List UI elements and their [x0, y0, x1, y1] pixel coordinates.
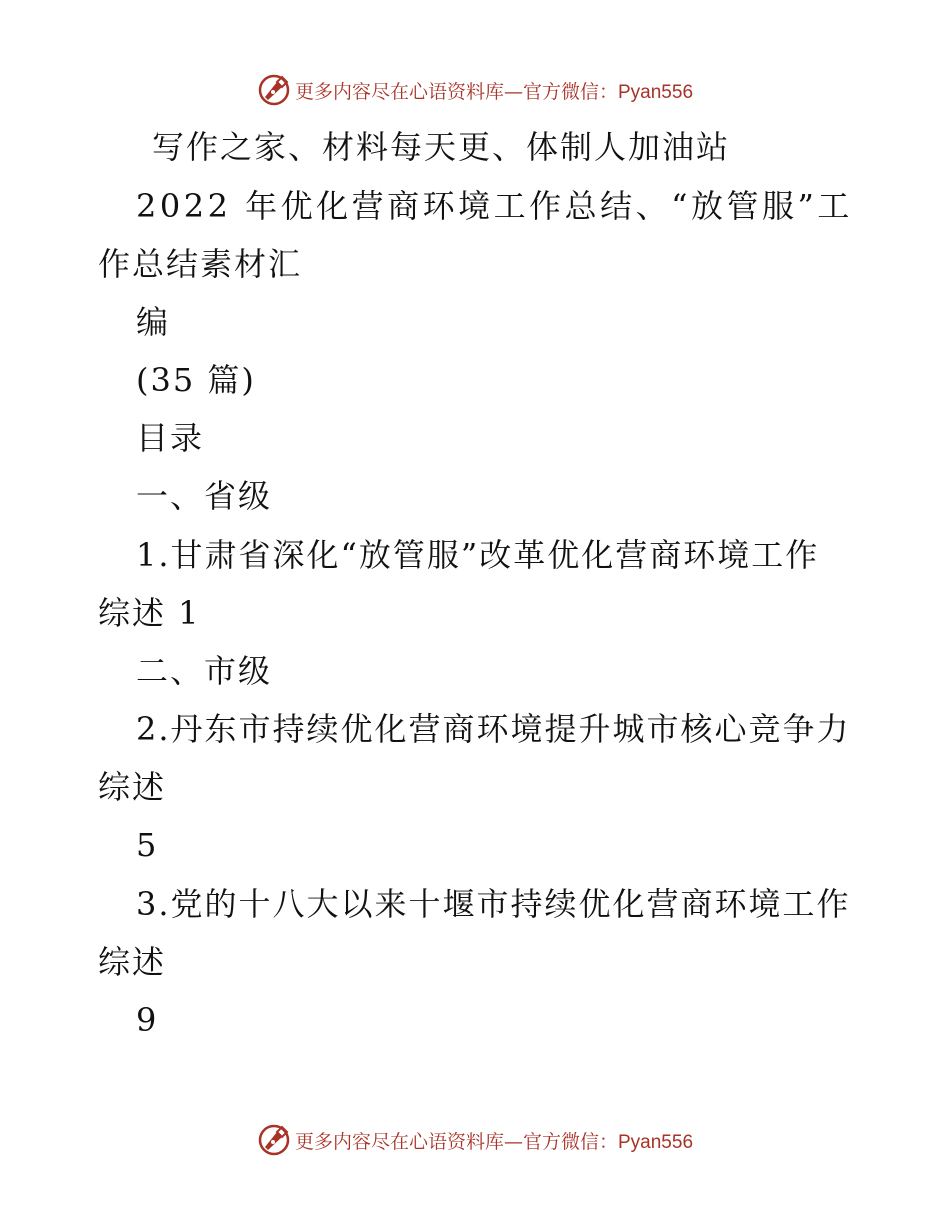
- watermark-right-label: 官方微信：: [522, 80, 618, 103]
- watermark-separator: —: [503, 1130, 523, 1153]
- watermark-wechat-id: Pyan556: [618, 81, 694, 103]
- watermark-right-label: 官方微信：: [522, 1130, 618, 1153]
- watermark-banner-bottom: [0, 1120, 950, 1160]
- toc-item-2-line-2: 综述: [98, 768, 167, 806]
- watermark-left-text: 更多内容尽在心语资料库: [294, 80, 504, 103]
- toc-item-1-line-2: 综述 1: [98, 594, 201, 632]
- toc-item-1-line-1: 1.甘肃省深化“放管服”改革优化营商环境工作: [136, 536, 820, 574]
- toc-item-3-page: 9: [136, 1001, 159, 1039]
- header-line: 写作之家、材料每天更、体制人加油站: [152, 128, 731, 166]
- section-municipal: 二、市级: [136, 652, 273, 690]
- watermark-left-text: 更多内容尽在心语资料库: [294, 1130, 504, 1153]
- title-line-3: 编: [136, 303, 171, 341]
- toc-item-3-line-2: 综述: [98, 943, 167, 981]
- toc-heading: 目录: [136, 419, 205, 457]
- toc-item-2-line-1: 2.丹东市持续优化营商环境提升城市核心竞争力: [136, 710, 851, 748]
- section-provincial: 一、省级: [136, 477, 273, 515]
- article-count: (35 篇): [136, 361, 256, 399]
- title-line-1: 2022 年优化营商环境工作总结、“放管服”工: [136, 187, 853, 225]
- pen-nib-logo-icon: [257, 1123, 291, 1157]
- toc-item-3-line-1: 3.党的十八大以来十堰市持续优化营商环境工作: [136, 885, 851, 923]
- toc-item-2-page: 5: [136, 826, 159, 864]
- watermark-separator: —: [503, 80, 523, 103]
- title-line-2: 作总结素材汇: [98, 245, 303, 283]
- watermark-wechat-id: Pyan556: [618, 1131, 694, 1153]
- watermark-text: [295, 1127, 693, 1154]
